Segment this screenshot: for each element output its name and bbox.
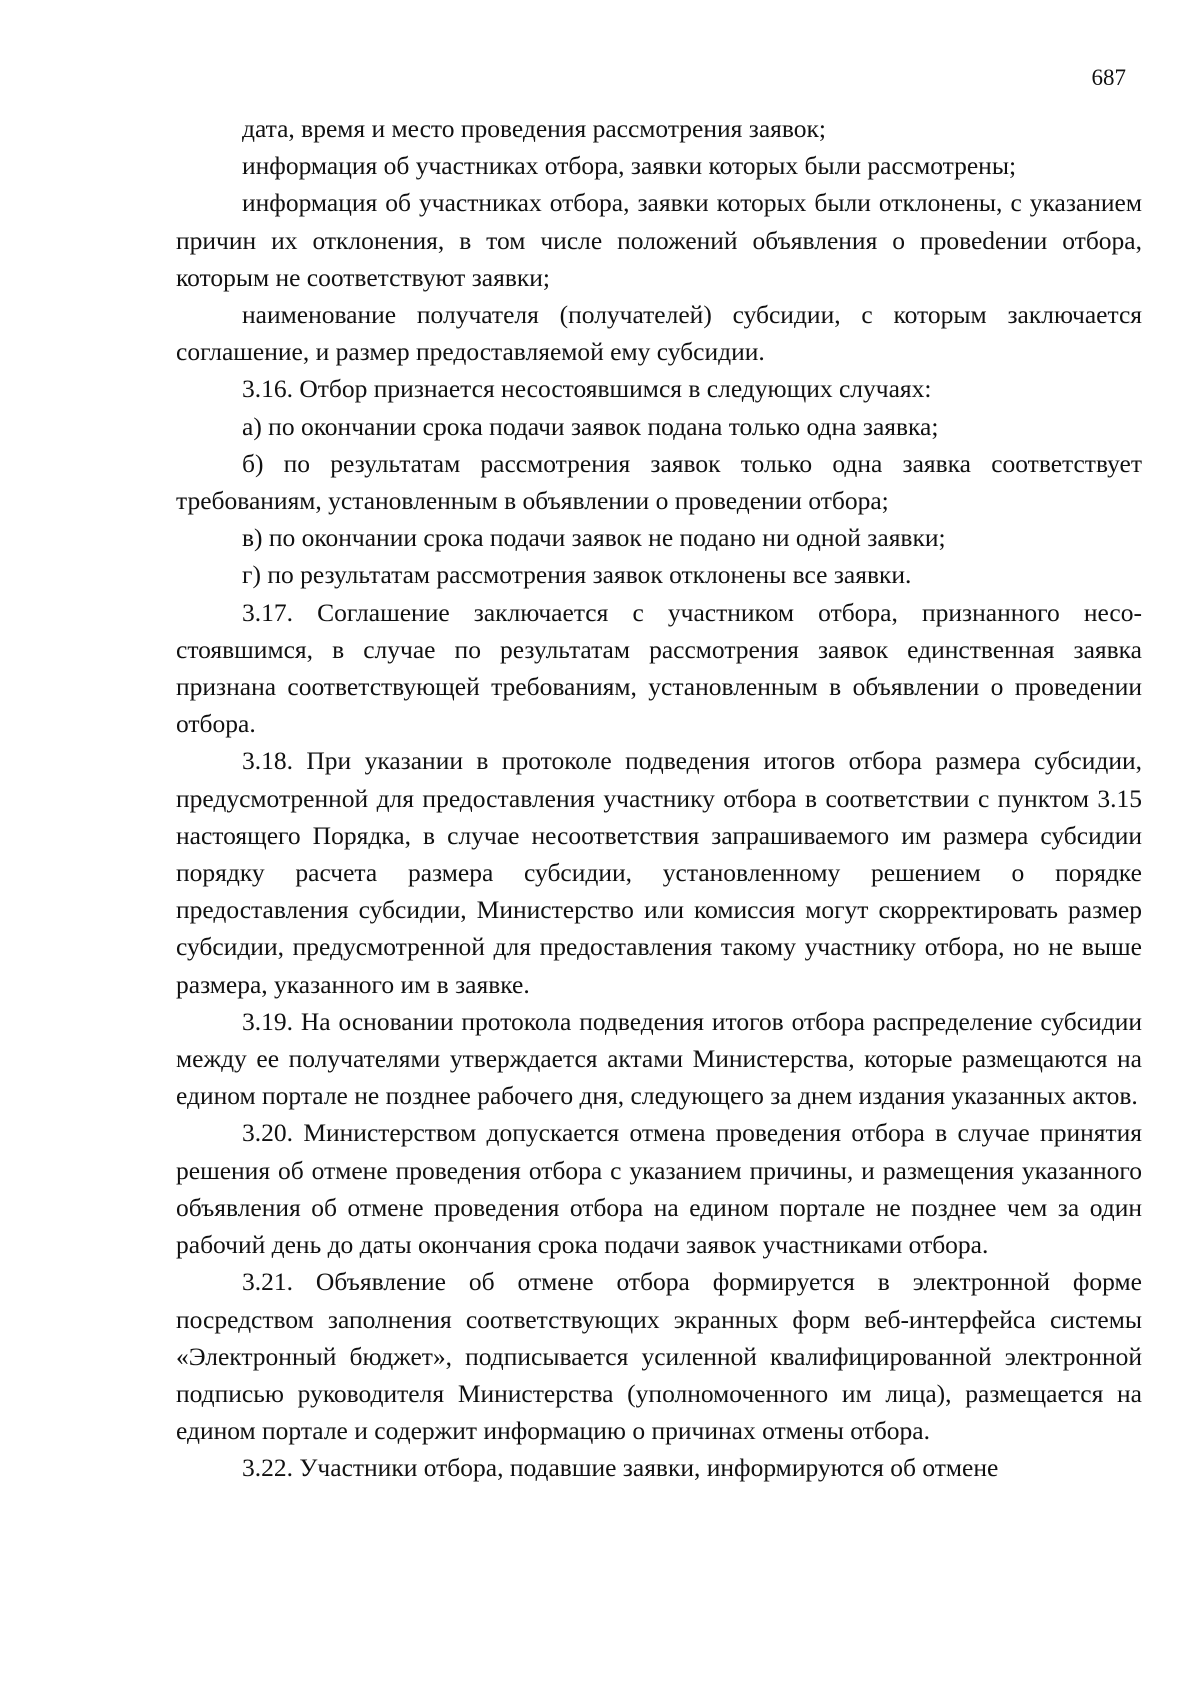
paragraph-3-20: 3.20. Министерством допускается отмена проведения отбора в случае принятия решения об отмене проведения отбора с указанием причины, и размещения указанного объявления об отмене проведения отбора на едином портале не позднее чем за один рабочий день до даты окончания срока подачи заявок участниками отбора. xyxy=(176,1118,1142,1260)
paragraph-3-17: 3.17. Соглашение заключается с участником отбора, признанного несостоявшимся, в случае по результатам рассмотрения заявок единственная заявка признана соответствующей требованиям, установленным в объявлении о проведении отбора. xyxy=(176,597,1142,739)
paragraph-recipient-name: наименование получателя (получателей) субсидии, с которым заключается соглашение, и размер предоставляемой ему субсидии. xyxy=(176,300,1142,367)
paragraph-3-16-g: г) по результатам рассмотрения заявок отклонены все заявки. xyxy=(242,560,912,590)
paragraph-3-22: 3.22. Участники отбора, подавшие заявки, информируются об отмене xyxy=(242,1453,999,1483)
paragraph-rejected-participants: информация об участниках отбора, заявки которых были отклонены, с указанием причин их отклонения, в том числе положений объявления о провеdении отбора, которым не соответствуют заявки; xyxy=(176,188,1142,292)
paragraph-3-16-a: а) по окончании срока подачи заявок подана только одна заявка; xyxy=(242,411,939,441)
paragraph-reviewed-participants: информация об участниках отбора, заявки которых были рассмотрены; xyxy=(242,151,1017,181)
paragraph-3-16-b: б) по результатам рассмотрения заявок только одна заявка соответствует требованиям, установленным в объявлении о проведении отбора; xyxy=(176,448,1142,516)
paragraph-3-16-v: в) по окончании срока подачи заявок не подано ни одной заявки; xyxy=(242,523,946,553)
page-number: 687 xyxy=(1091,65,1126,90)
document-body xyxy=(176,110,1142,1487)
paragraph-3-21: 3.21. Объявление об отмене отбора формируется в электронной форме посредством заполнения соответствующих экранных форм веб-интерфейса системы «Электронный бюджет», подписывается усиленной квалифицированной электронной подписью руководителя Министерства (уполномоченного им лица), размещается на едином портале и содержит информацию о причинах отмены отбора. xyxy=(176,1267,1142,1446)
paragraph-3-16: 3.16. Отбор признается несостоявшимся в следующих случаях: xyxy=(242,374,932,404)
paragraph-review-date: дата, время и место проведения рассмотрения заявок; xyxy=(242,114,826,143)
paragraph-3-19: 3.19. На основании протокола подведения итогов отбора распределение субсидии между ее получателями утверждается актами Министерства, которые размещаются на едином портале не позднее рабочего дня, следующего за днем издания указанных актов. xyxy=(176,1006,1142,1111)
paragraph-3-18: 3.18. При указании в протоколе подведения итогов отбора размера субсидии, предусмотренной для предоставления участнику отбора в соответствии с пунктом 3.15 настоящего Порядка, в случае несоответствия запрашиваемого им размера субсидии порядку расчета размера субсидии, установленному решением о порядке предоставления субсидии, Министерство или комиссия могут скорректировать размер субсидии, предусмотренной для предоставления такому участнику отбора, но не выше размера, указанного им в заявке. xyxy=(176,746,1142,999)
